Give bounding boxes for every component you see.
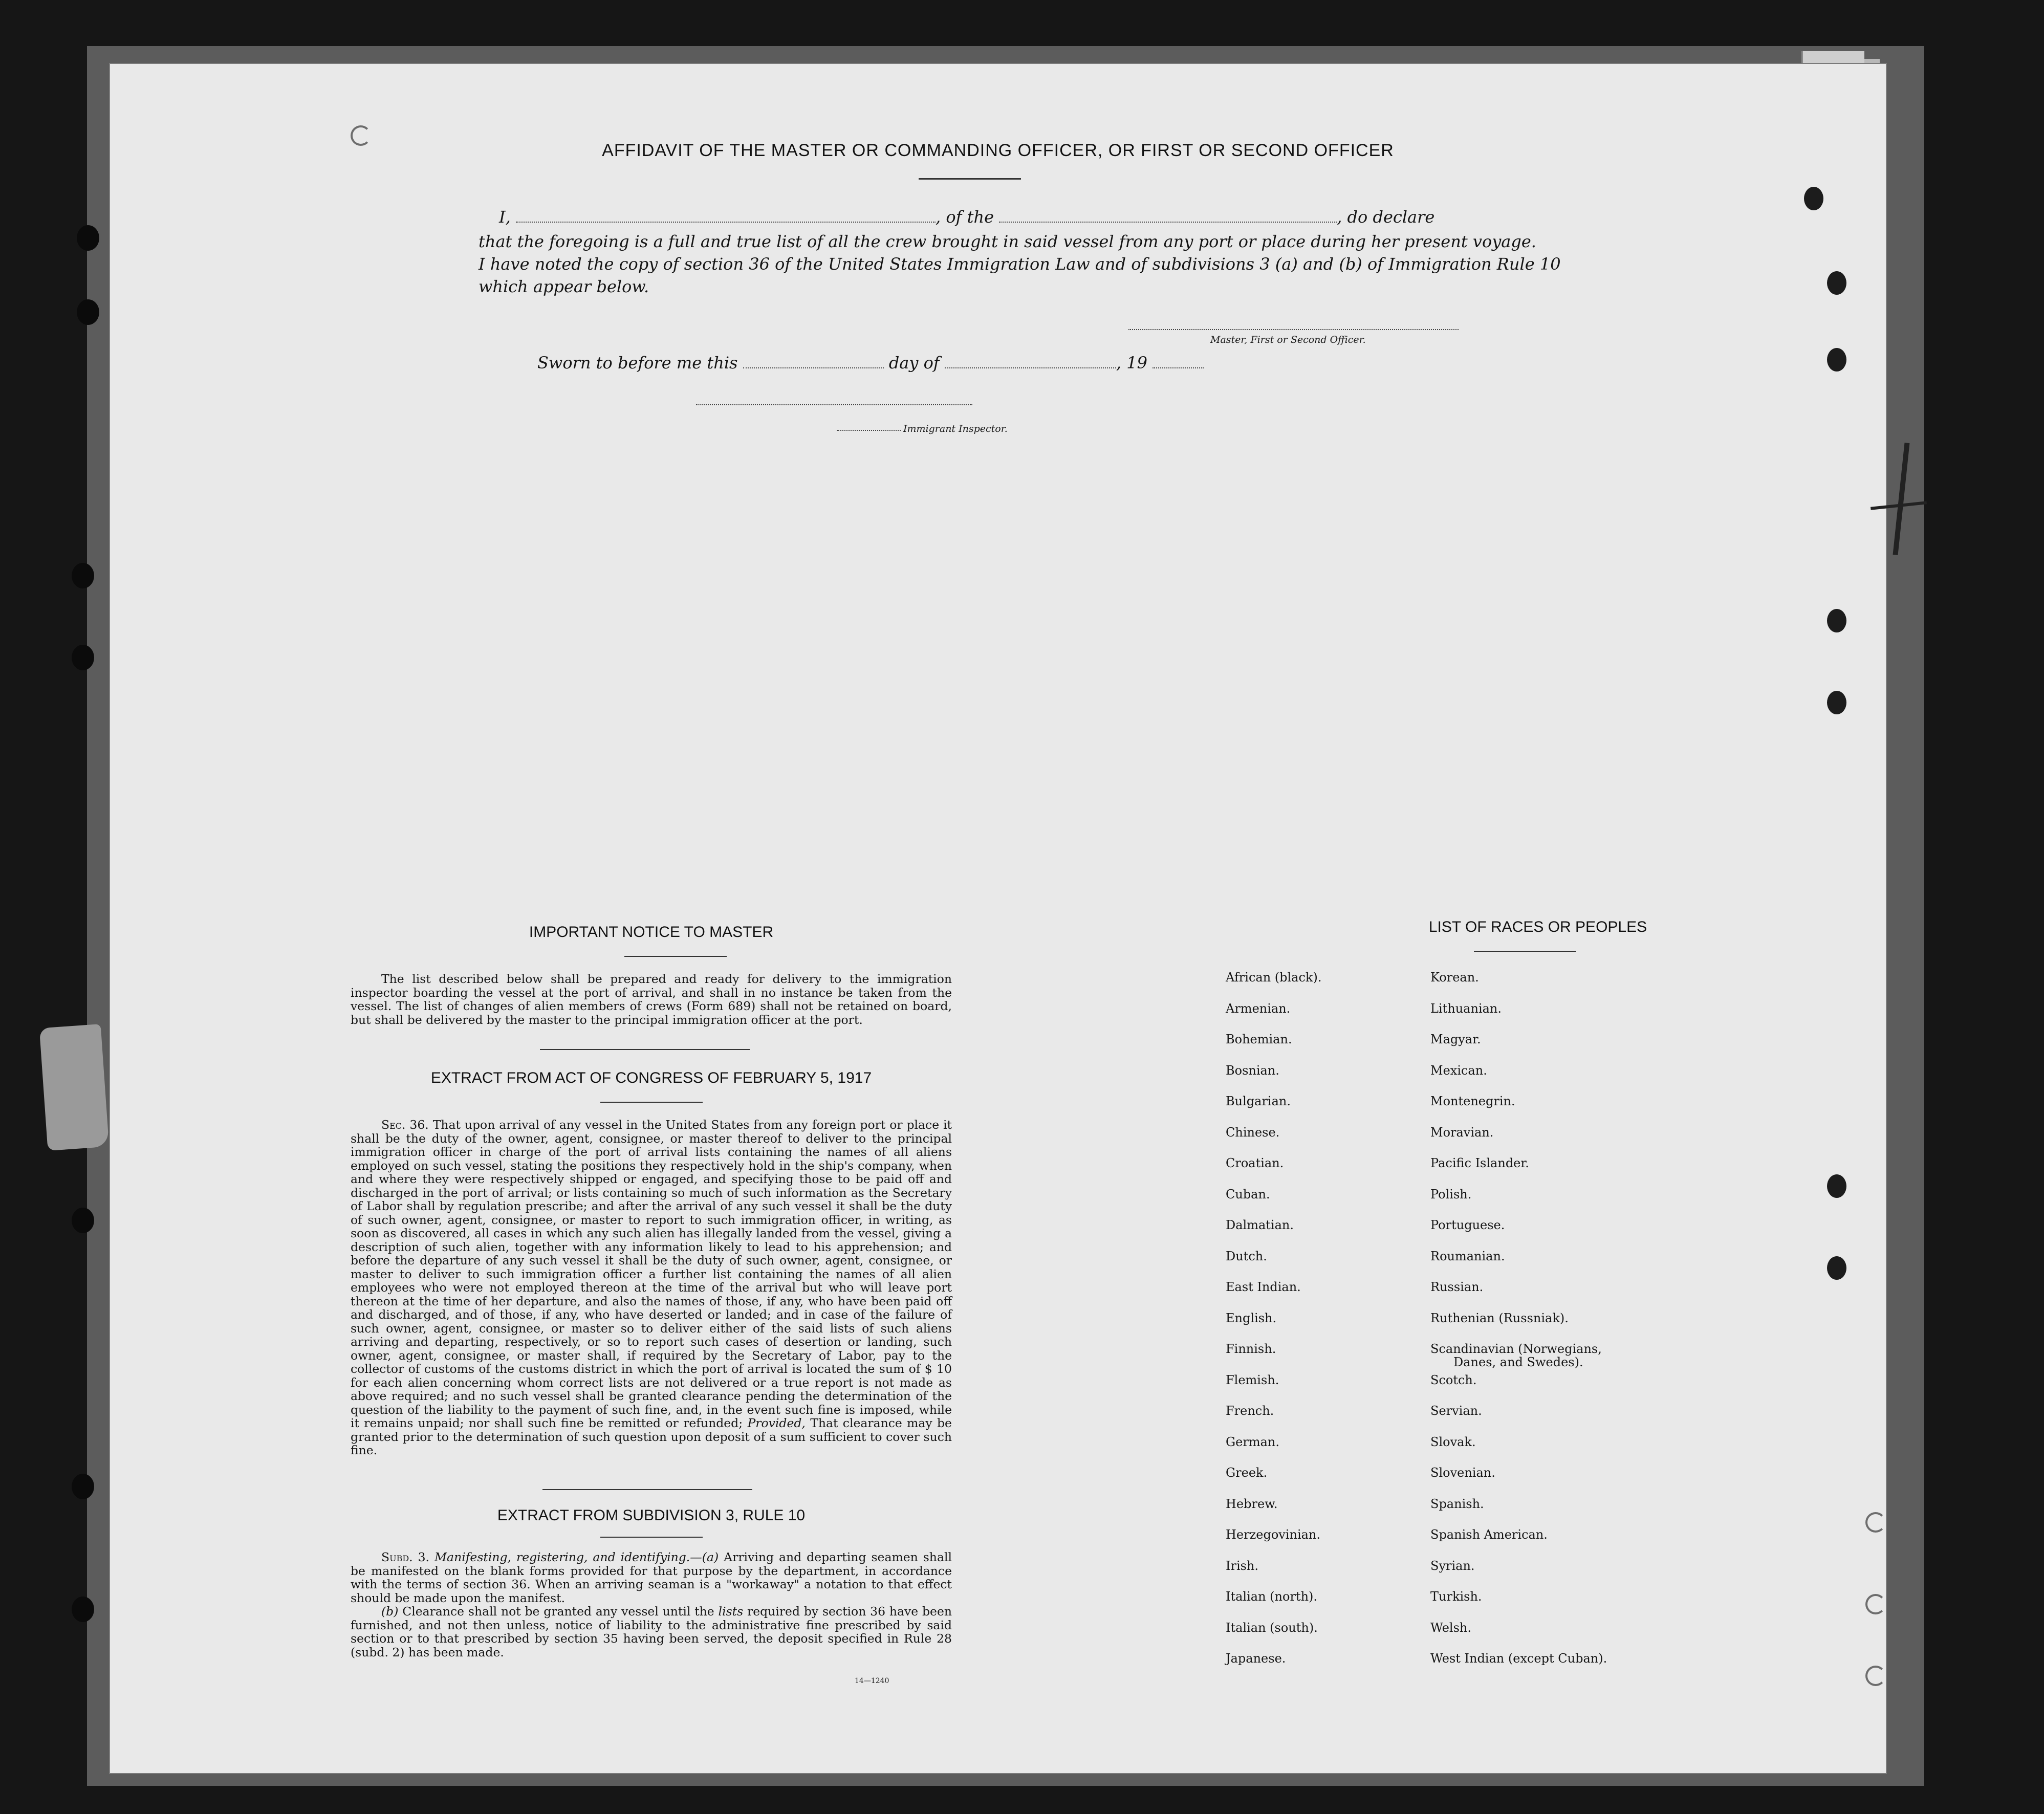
race-item: Polish. [1430, 1187, 1472, 1201]
race-item: Cuban. [1226, 1187, 1270, 1201]
race-item: Magyar. [1430, 1032, 1481, 1046]
torn-paper-tab [39, 1024, 109, 1151]
race-item: Slovenian. [1430, 1466, 1495, 1480]
races-title: LIST OF RACES OR PEOPLES [1428, 919, 1647, 935]
officer-signature-field[interactable] [1128, 329, 1459, 330]
race-item: Dutch. [1226, 1249, 1267, 1263]
subd-b-body-2: required by section 36 have been furnished, and not then unless, notice of liability to the administrative fine prescribed by said section or to that prescribed by section 35 having been served, the deposit specified in Rule 28 (subd. 2) has been made. [351, 1604, 952, 1659]
race-item: Korean. [1430, 970, 1479, 985]
ring-mark [1865, 1512, 1886, 1533]
affidavit-title: AFFIDAVIT OF THE MASTER OR COMMANDING OFFICER, OR FIRST OR SECOND OFFICER [602, 141, 1394, 160]
vessel-position-field[interactable] [999, 222, 1337, 223]
section-36-text [351, 1118, 952, 1457]
name-field[interactable] [516, 222, 936, 223]
race-item: Roumanian. [1430, 1249, 1505, 1263]
notice-text: The list described below shall be prepared and ready for delivery to the immigration inspector boarding the vessel at the port of arrival, and shall in no instance be taken from the vessel. The list of changes of alien members of crews (Form 689) shall not be retained on board, but shall be delivered by the master to the principal immigration officer at the port. [351, 972, 952, 1027]
race-item: Spanish. [1430, 1496, 1484, 1511]
race-item: Pacific Islander. [1430, 1156, 1529, 1170]
act-extract-body [351, 1118, 952, 1457]
punch-hole [72, 563, 94, 588]
act-rule [600, 1102, 703, 1103]
race-item: Finnish. [1226, 1342, 1276, 1356]
race-item: Chinese. [1226, 1125, 1280, 1140]
race-item: Slovak. [1430, 1434, 1476, 1449]
declaration-line-3: I have noted the copy of section 36 of the United States Immigration Law and of subdivisions 3 (a) and (b) of Immigration Rule 10 [479, 254, 1561, 274]
declaration-of-the: , of the [935, 207, 994, 227]
race-item: Spanish American. [1430, 1527, 1548, 1542]
inspector-dotted-lead [837, 430, 901, 431]
section-36-tail: That clearance may be granted prior to the determination of such question upon deposit of a sum sufficient to cover such fine. [351, 1416, 952, 1457]
declaration-i: I, [499, 207, 511, 227]
subdivision-b [351, 1605, 952, 1659]
race-item: Flemish. [1226, 1372, 1279, 1387]
punch-hole [77, 225, 99, 251]
form-number: 14—1240 [855, 1677, 889, 1685]
races-rule [1474, 951, 1576, 952]
section-36-body: That upon arrival of any vessel in the United States from any foreign port or place it shall be the duty of the owner, agent, consignee, or master thereof to deliver to the principal immigration officer in charge of the port of arrival lists containing the names of all aliens employed on such vessel, stating the positions they respectively hold in the ship's company, when and where they were respectively shipped or engaged, and specifying those to be paid off and discharged in the port of arrival; or lists containing so much of such information as the Secretary of Labor shall by regulation prescribe; and after the arrival of any such vessel it shall be the duty of such owner, agent, consignee, or master to report to such immigration officer, in writing, as soon as discovered, all cases in which any such alien has illegally landed from the vessel, giving a description of such alien, together with any information likely to lead to his apprehension; and before the departure of any such vessel it shall be the duty of such owner, agent, consignee, or master to deliver to such immigration officer a further list containing the names of all alien employees who were not employed thereon at the time of the arrival but who will leave port thereon at the time of her departure, and also the names of those, if any, who have been paid off and discharged, and of those, if any, who have deserted or landed; and in case of the failure of such owner, agent, consignee, or master so to deliver either of the said lists of such aliens arriving and departing, respectively, or so to report such cases of desertion or landing, such owner, agent, consignee, or master shall, if required by the Secretary of Labor, pay to the collector of customs of the customs district in which the port of arrival is located the sum of $ 10 for each alien concerning whom correct lists are not delivered or a true report is not made as above required; and no such vessel shall be granted clearance pending the determination of the question of the liability to the payment of such fine, and, in the event such fine is imposed, while it remains unpaid; nor shall such fine be remitted or refunded; [351, 1118, 952, 1430]
subd-b-label: (b) [381, 1604, 399, 1619]
punch-hole [1827, 691, 1846, 714]
manifest-page [110, 64, 1886, 1773]
subd-label: Subd. 3. [381, 1550, 430, 1564]
race-item: Scandinavian (Norwegians, [1430, 1342, 1602, 1356]
declaration-line-2: that the foregoing is a full and true list of all the crew brought in said vessel from any port or place during her present voyage. [479, 232, 1536, 251]
section-label: Sec. 36. [381, 1118, 429, 1132]
separator-rule [542, 1489, 752, 1490]
separator-rule [540, 1049, 750, 1050]
race-item: Montenegrin. [1430, 1094, 1515, 1108]
race-item: Danes, and Swedes). [1453, 1355, 1583, 1369]
punch-hole [1827, 348, 1846, 371]
sworn-year-prefix: , 19 [1116, 353, 1147, 373]
race-item: Welsh. [1430, 1620, 1471, 1635]
race-item: Greek. [1226, 1466, 1268, 1480]
punch-hole [77, 299, 99, 325]
sworn-year-field[interactable] [1153, 367, 1204, 368]
race-item: Irish. [1226, 1558, 1259, 1573]
race-item: Croatian. [1226, 1156, 1284, 1170]
race-item: English. [1226, 1310, 1277, 1325]
race-item: Bulgarian. [1226, 1094, 1291, 1108]
race-item: Dalmatian. [1226, 1218, 1294, 1232]
sworn-before: Sworn to before me this [537, 353, 738, 373]
punch-hole [1827, 1174, 1846, 1198]
race-item: West Indian (except Cuban). [1430, 1651, 1607, 1666]
notice-title: IMPORTANT NOTICE TO MASTER [529, 924, 774, 941]
race-item: Armenian. [1226, 1001, 1291, 1016]
race-item: Scotch. [1430, 1372, 1477, 1387]
race-item: Moravian. [1430, 1125, 1494, 1140]
race-item: East Indian. [1226, 1280, 1301, 1294]
race-item: Servian. [1430, 1404, 1482, 1418]
race-item: Bohemian. [1226, 1032, 1292, 1046]
ring-mark [1865, 1666, 1886, 1686]
race-item: Turkish. [1430, 1589, 1482, 1604]
provided-word: Provided, [747, 1416, 806, 1430]
punch-hole [1827, 609, 1846, 632]
subd-b-body-1: Clearance shall not be granted any vessel until the [402, 1604, 714, 1619]
sworn-day-of: day of [888, 353, 940, 373]
punch-hole [72, 1597, 94, 1622]
title-rule [919, 178, 1021, 180]
inspector-label: Immigrant Inspector. [903, 423, 1008, 434]
race-item: Japanese. [1226, 1651, 1286, 1666]
officer-signature-label: Master, First or Second Officer. [1210, 334, 1366, 345]
race-item: French. [1226, 1404, 1274, 1418]
race-item: Ruthenian (Russniak). [1430, 1310, 1569, 1325]
race-item: Herzegovinian. [1226, 1527, 1321, 1542]
rule-extract-body [351, 1550, 952, 1659]
punch-hole [1827, 271, 1846, 295]
race-item: Russian. [1430, 1280, 1484, 1294]
act-extract-title: EXTRACT FROM ACT OF CONGRESS OF FEBRUARY 5, 1917 [430, 1069, 872, 1086]
ring-mark [1865, 1594, 1886, 1614]
subd-b-lists: lists [718, 1604, 744, 1619]
notice-rule [624, 956, 727, 957]
race-item: Italian (south). [1226, 1620, 1318, 1635]
subdivision-a [351, 1550, 952, 1605]
race-item: German. [1226, 1434, 1279, 1449]
race-item: Lithuanian. [1430, 1001, 1502, 1016]
notice-body [351, 972, 952, 1026]
race-item: African (black). [1226, 970, 1322, 985]
punch-hole [72, 645, 94, 670]
declaration-do-declare: , do declare [1337, 207, 1435, 227]
sworn-month-field[interactable] [945, 367, 1116, 368]
race-item: Italian (north). [1226, 1589, 1318, 1604]
rule-rule [600, 1537, 703, 1538]
rule-extract-title: EXTRACT FROM SUBDIVISION 3, RULE 10 [497, 1507, 806, 1524]
race-item: Hebrew. [1226, 1496, 1278, 1511]
declaration-line-1 [499, 207, 1434, 227]
punch-hole [72, 1208, 94, 1233]
punch-hole [1827, 1256, 1846, 1280]
sworn-line [537, 353, 1204, 373]
subd-a-body: Arriving and departing seamen shall be manifested on the blank forms provided for that purpose by the department, in accordance with the terms of section 36. When an arriving seaman is a "workaway" a notation to that effect should be made upon the manifest. [351, 1550, 952, 1605]
race-item: Syrian. [1430, 1558, 1475, 1573]
race-item: Mexican. [1430, 1063, 1487, 1078]
declaration-line-4: which appear below. [479, 277, 649, 296]
subd-heading: Manifesting, registering, and identifying.—(a) [434, 1550, 719, 1564]
race-item: Portuguese. [1430, 1218, 1505, 1232]
sworn-day-field[interactable] [743, 367, 884, 368]
punch-hole [72, 1474, 94, 1499]
inspector-signature-field[interactable] [696, 404, 972, 405]
race-item: Bosnian. [1226, 1063, 1279, 1078]
punch-hole [1804, 187, 1823, 210]
